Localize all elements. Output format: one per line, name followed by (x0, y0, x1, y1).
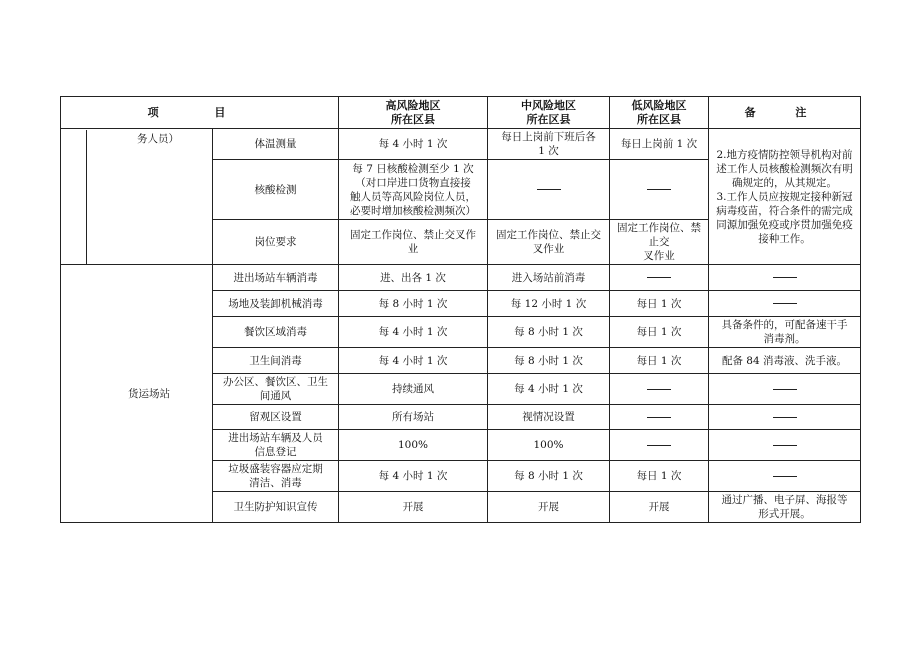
dash-mark (537, 189, 561, 190)
notes-cell (709, 430, 861, 461)
high-risk-cell: 每 8 小时 1 次 (339, 291, 488, 317)
low-risk-cell: 每日 1 次 (610, 348, 709, 374)
item-cell: 进出场站车辆及人员 信息登记 (213, 430, 339, 461)
notes-cell (709, 461, 861, 492)
low-risk-cell: 每日 1 次 (610, 291, 709, 317)
notes-cell: 具备条件的，可配备速干手 消毒剂。 (709, 317, 861, 348)
item-cell: 办公区、餐饮区、卫生 间通风 (213, 374, 339, 405)
header-notes: 备 注 (709, 97, 861, 129)
high-risk-cell: 每 7 日核酸检测至少 1 次 （对口岸进口货物直接接 触人员等高风险岗位人员， 必要时增加核酸检测频次） (339, 160, 488, 220)
header-row (61, 97, 861, 129)
item-cell: 体温测量 (213, 129, 339, 160)
dash-mark (773, 445, 797, 446)
high-risk-cell: 所有场站 (339, 405, 488, 430)
item-cell: 场地及装卸机械消毒 (213, 291, 339, 317)
mid-risk-cell: 每 4 小时 1 次 (488, 374, 610, 405)
dash-mark (773, 476, 797, 477)
high-risk-cell: 每 4 小时 1 次 (339, 348, 488, 374)
notes-cell (709, 374, 861, 405)
dash-mark (773, 303, 797, 304)
dash-mark (773, 277, 797, 278)
item-cell: 卫生防护知识宣传 (213, 492, 339, 523)
low-risk-cell: 固定工作岗位、禁止交 叉作业 (610, 220, 709, 265)
header-low-risk: 低风险地区 所在区县 (610, 97, 709, 129)
low-risk-cell: 每日 1 次 (610, 317, 709, 348)
table-row (61, 265, 861, 291)
high-risk-cell: 开展 (339, 492, 488, 523)
item-cell: 垃圾盛装容器应定期 清洁、消毒 (213, 461, 339, 492)
header-item: 项 目 (61, 97, 339, 129)
low-risk-cell (610, 430, 709, 461)
high-risk-cell: 每 4 小时 1 次 (339, 317, 488, 348)
mid-risk-cell: 每日上岗前下班后各 1 次 (488, 129, 610, 160)
mid-risk-cell: 每 8 小时 1 次 (488, 317, 610, 348)
epidemic-measures-table (60, 96, 861, 523)
item-cell: 留观区设置 (213, 405, 339, 430)
dash-mark (647, 389, 671, 390)
notes-cell: 配备 84 消毒液、洗手液。 (709, 348, 861, 374)
notes-cell (709, 405, 861, 430)
item-cell: 岗位要求 (213, 220, 339, 265)
dash-mark (647, 445, 671, 446)
dash-mark (647, 417, 671, 418)
high-risk-cell: 每 4 小时 1 次 (339, 129, 488, 160)
low-risk-cell (610, 374, 709, 405)
dash-mark (647, 189, 671, 190)
low-risk-cell (610, 405, 709, 430)
high-risk-cell: 100% (339, 430, 488, 461)
mid-risk-cell: 每 8 小时 1 次 (488, 461, 610, 492)
header-high-risk: 高风险地区 所在区县 (339, 97, 488, 129)
dash-mark (773, 417, 797, 418)
dash-mark (773, 389, 797, 390)
low-risk-cell (610, 265, 709, 291)
mid-risk-cell: 固定工作岗位、禁止交 叉作业 (488, 220, 610, 265)
low-risk-cell: 开展 (610, 492, 709, 523)
staff-group-label: 务人员） (61, 129, 213, 265)
mid-risk-cell (488, 160, 610, 220)
high-risk-cell: 进、出各 1 次 (339, 265, 488, 291)
low-risk-cell (610, 160, 709, 220)
low-risk-cell: 每日 1 次 (610, 461, 709, 492)
mid-risk-cell: 视情况设置 (488, 405, 610, 430)
item-cell: 进出场站车辆消毒 (213, 265, 339, 291)
mid-risk-cell: 每 12 小时 1 次 (488, 291, 610, 317)
high-risk-cell: 固定工作岗位、禁止交叉作 业 (339, 220, 488, 265)
high-risk-cell: 每 4 小时 1 次 (339, 461, 488, 492)
table-row (61, 129, 861, 160)
station-group-label: 货运场站 (61, 265, 213, 523)
notes-cell (709, 291, 861, 317)
mid-risk-cell: 开展 (488, 492, 610, 523)
mid-risk-cell: 每 8 小时 1 次 (488, 348, 610, 374)
mid-risk-cell: 进入场站前消毒 (488, 265, 610, 291)
item-cell: 核酸检测 (213, 160, 339, 220)
mid-risk-cell: 100% (488, 430, 610, 461)
notes-cell (709, 265, 861, 291)
dash-mark (647, 277, 671, 278)
high-risk-cell: 持续通风 (339, 374, 488, 405)
staff-notes: 2.地方疫情防控领导机构对前述工作人员核酸检测频次有明确规定的，从其规定。 3.工作人员应按规定接种新冠病毒疫苗，符合条件的需完成同源加强免疫或序贯加强免疫接种工作。 (709, 129, 861, 265)
item-cell: 卫生间消毒 (213, 348, 339, 374)
item-cell: 餐饮区域消毒 (213, 317, 339, 348)
header-mid-risk: 中风险地区 所在区县 (488, 97, 610, 129)
low-risk-cell: 每日上岗前 1 次 (610, 129, 709, 160)
notes-cell: 通过广播、电子屏、海报等 形式开展。 (709, 492, 861, 523)
